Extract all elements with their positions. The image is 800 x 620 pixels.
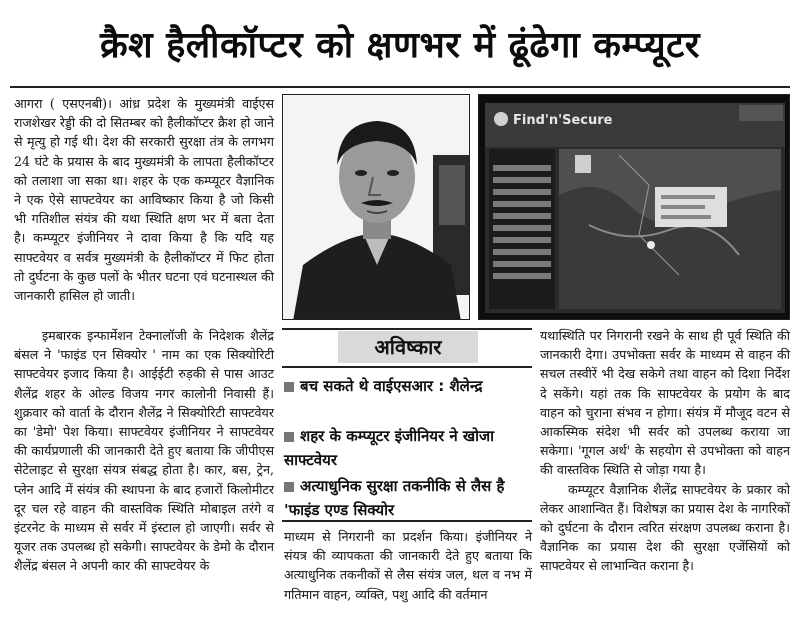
software-screen-illustration [479, 95, 790, 320]
bullet-square-icon [284, 482, 294, 492]
highlight-text: बच सकते थे वाईएसआर : शैलेन्द्र [300, 377, 483, 395]
article-paragraph-intro: आगरा ( एसएनबी)। आंध्र प्रदेश के मुख्यमंत्री वाईएस राजशेखर रेड्डी की दो सितम्बर को हैलीकॉप्टर क्रैश हो जाने से मृत्यु हो गई थी। देश की सरकारी सुरक्षा तंत्र के लगभग 24 घंटे के प्रयास के बाद मुख्यमंत्री के लापता हैलीकॉप्टर को तलाशा जा सका था। शहर के एक कम्प्यूटर वैज्ञानिक ने एक ऐसे साफ्टवेयर का आविष्कार किया है जो किसी भी गतिशील संयंत्र की यथा स्थिति क्षण भर में बता देता है। कम्प्यूटर इंजीनियर ने दावा किया है कि यदि यह साफ्टवेयर व सर्वत्र मुख्यमंत्री के हैलीकॉप्टर में फिट होता तो दुर्घटना के कुछ पलों के भीतर घटना एवं घटनास्थल की जानकारी हासिल हो जाती। [14, 96, 274, 304]
highlight-text: अत्याधुनिक सुरक्षा तकनीकि से लैस है 'फाइंड एण्ड सिक्योर [284, 477, 505, 519]
highlight-text: शहर के कम्प्यूटर इंजीनियर ने खोजा साफ्टवेयर [284, 427, 495, 469]
bullet-square-icon [284, 382, 294, 392]
article-column-1-bottom [14, 326, 274, 576]
highlights-box-divider [282, 366, 532, 368]
highlight-item [284, 424, 532, 472]
article-column-3 [540, 326, 790, 576]
bullet-square-icon [284, 432, 294, 442]
article-paragraph-software: इमबारक इन्फार्मेशन टेक्नालॉजी के निदेशक शैलेंद्र बंसल ने 'फाइंड एन सिक्योर ' नाम का एक सिक्योरिटी साफ्टवेयर इजाद किया है। आईईटी रुड़की से पास आउट शैलेंद्र शहर के ओल्ड विजय नगर कालोनी निवासी हैं। शुक्रवार को वार्ता के दौरान शैलेंद्र ने सिक्योरिटी साफ्टवेयर का 'डेमो' पेश किया। साफ्टवेयर इंजीनियर ने साफ्टवेयर की कार्यप्रणाली की जानकारी देते हुए बताया कि जीपीएस सेटेलाइट से सुरक्षा संयत्र संबद्ध होता है। कार, बस, ट्रेन, प्लेन आदि में संयंत्र की स्थापना के बाद हजारों किलोमीटर दूर चल रहे वाहन की वास्तविक स्थिति मोबाइल तरंगे व इंटरनेट के माध्यम से सर्वर में इंस्टाल हो जाएगी। सर्वर से यूजर तक उपलब्ध हो सकेगी। साफ्टवेयर के डेमो के दौरान शैलेंद्र बंसल ने अपनी कार की साफ्टवेयर के [14, 328, 274, 574]
app-name-label: Find'n'Secure [513, 113, 613, 128]
article-paragraph-tracking: यथास्थिति पर निगरानी रखने के साथ ही पूर्व स्थिति की जानकारी देगा। उपभोक्ता सर्वर के माध्यम से वाहन की सचल तस्वीरें भी देख सकेगे तथा वाहन को दिशा निर्देश दे सकेंगे। यहां तक कि साफ्टवेयर के प्रयोग के बाद वाहन को चुराना संभव न होगा। संयंत्र में मौजूद वटन से आकस्मिक संदेश भी सर्वर को उपलब्ध कराया जा सकेगा। 'गूगल अर्थ' के सहयोग से उपभोक्ता को वाहन की वास्तविक स्थिति से जोड़ा गया है। [540, 328, 790, 478]
article-paragraph-demo: माध्यम से निगरानी का प्रदर्शन किया। इंजीनियर ने संयत्र की व्यापकता की जानकारी देते हुए बताया कि अत्याधुनिक तकनीकों से लैस संयंत्र जल, थल व नभ में गतिमान वाहन, व्यक्ति, पशु आदि की वर्तमान [284, 529, 532, 602]
article-column-2 [284, 527, 532, 604]
software-screenshot-photo [478, 94, 790, 320]
highlights-box-bottom-rule [282, 520, 532, 522]
highlight-item [284, 374, 532, 398]
article-column-1-top [14, 94, 274, 305]
portrait-illustration [283, 95, 470, 320]
article-paragraph-hopes: कम्प्यूटर वैज्ञानिक शैलेंद्र साफ्टवेयर के प्रकार को लेकर आशान्वित हैं। विशेषज्ञ का प्रयास देश के नागरिकों को दुर्घटना के दौरान त्वरित संरक्षण उपलब्ध कराना है। वैज्ञानिक का प्रयास देश की सुरक्षा एजेंसियों को साफ्टवेयर से लाभान्वित कराना है। [540, 481, 790, 574]
highlight-item [284, 474, 532, 522]
headline-divider [10, 86, 790, 88]
highlights-box-title: अविष्कार [338, 331, 478, 363]
portrait-photo [282, 94, 470, 320]
headline: क्रैश हैलीकॉप्टर को क्षणभर में ढूंढेगा कम्प्यूटर [100, 24, 700, 66]
